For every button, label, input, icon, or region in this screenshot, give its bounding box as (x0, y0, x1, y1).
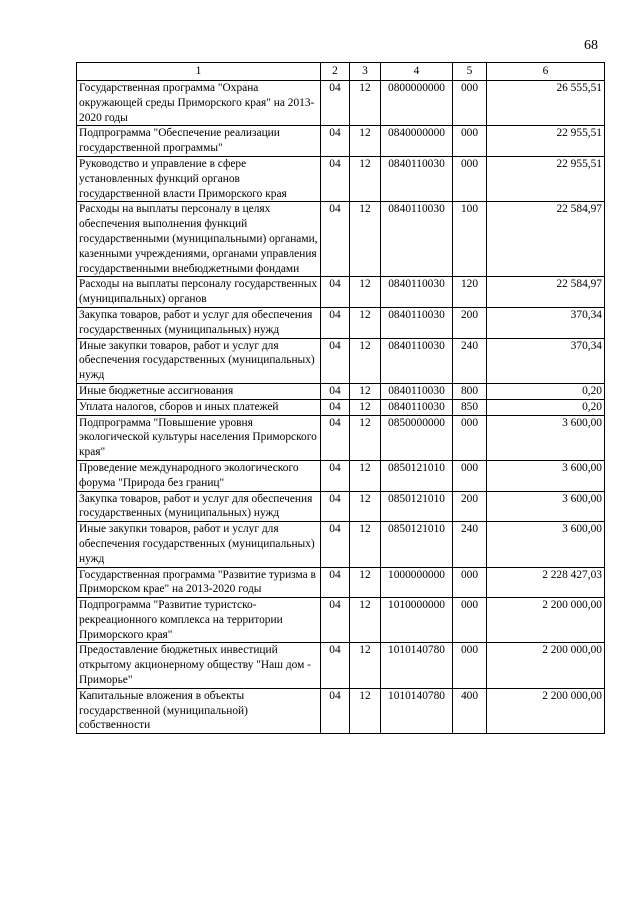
budget-table (76, 62, 605, 734)
table-row (77, 688, 605, 733)
row-expense-type-cell: 240 (453, 522, 487, 567)
row-target-article-cell: 0840110030 (381, 338, 453, 383)
row-target-article-cell: 0840110030 (381, 307, 453, 338)
row-name-cell: Подпрограмма "Развитие туристско-рекреационного комплекса на территории Приморского края" (77, 598, 321, 643)
row-section-cell: 04 (321, 491, 350, 522)
row-name-cell: Иные закупки товаров, работ и услуг для обеспечения государственных (муниципальных) нужд (77, 338, 321, 383)
table-row (77, 126, 605, 157)
header-cell-subsection: 3 (350, 63, 381, 81)
table-body (77, 81, 605, 734)
row-subsection-cell: 12 (350, 491, 381, 522)
row-section-cell: 04 (321, 383, 350, 399)
row-target-article-cell: 0840110030 (381, 399, 453, 415)
row-expense-type-cell: 200 (453, 307, 487, 338)
row-subsection-cell: 12 (350, 522, 381, 567)
row-target-article-cell: 0840110030 (381, 202, 453, 277)
page-number: 68 (584, 38, 598, 53)
row-subsection-cell: 12 (350, 383, 381, 399)
row-name-cell: Иные бюджетные ассигнования (77, 383, 321, 399)
row-name-cell: Закупка товаров, работ и услуг для обеспечения государственных (муниципальных) нужд (77, 491, 321, 522)
row-section-cell: 04 (321, 460, 350, 491)
header-cell-amount: 6 (487, 63, 605, 81)
row-subsection-cell: 12 (350, 81, 381, 126)
row-name-cell: Предоставление бюджетных инвестиций открытому акционерному обществу "Наш дом - Приморье" (77, 643, 321, 688)
row-target-article-cell: 1010000000 (381, 598, 453, 643)
row-target-article-cell: 1000000000 (381, 567, 453, 598)
row-target-article-cell: 0850000000 (381, 415, 453, 460)
row-section-cell: 04 (321, 567, 350, 598)
row-name-cell: Государственная программа "Охрана окружающей среды Приморского края" на 2013-2020 годы (77, 81, 321, 126)
row-amount-cell: 3 600,00 (487, 522, 605, 567)
row-subsection-cell: 12 (350, 567, 381, 598)
table-header-row (77, 63, 605, 81)
row-section-cell: 04 (321, 399, 350, 415)
header-cell-expense-type: 5 (453, 63, 487, 81)
row-amount-cell: 2 200 000,00 (487, 688, 605, 733)
row-section-cell: 04 (321, 522, 350, 567)
row-name-cell: Проведение международного экологического форума "Природа без границ" (77, 460, 321, 491)
row-target-article-cell: 0850121010 (381, 491, 453, 522)
row-amount-cell: 3 600,00 (487, 415, 605, 460)
row-subsection-cell: 12 (350, 688, 381, 733)
row-section-cell: 04 (321, 307, 350, 338)
table-row (77, 383, 605, 399)
table-row (77, 202, 605, 277)
row-amount-cell: 0,20 (487, 383, 605, 399)
row-amount-cell: 2 200 000,00 (487, 598, 605, 643)
row-section-cell: 04 (321, 688, 350, 733)
row-amount-cell: 22 584,97 (487, 277, 605, 308)
row-subsection-cell: 12 (350, 399, 381, 415)
table-row (77, 598, 605, 643)
row-expense-type-cell: 240 (453, 338, 487, 383)
row-subsection-cell: 12 (350, 643, 381, 688)
row-subsection-cell: 12 (350, 156, 381, 201)
row-expense-type-cell: 000 (453, 643, 487, 688)
row-amount-cell: 2 228 427,03 (487, 567, 605, 598)
row-target-article-cell: 0840110030 (381, 156, 453, 201)
row-amount-cell: 26 555,51 (487, 81, 605, 126)
row-target-article-cell: 0840110030 (381, 383, 453, 399)
table-row (77, 81, 605, 126)
row-name-cell: Государственная программа "Развитие туризма в Приморском крае" на 2013-2020 годы (77, 567, 321, 598)
row-name-cell: Руководство и управление в сфере установленных функций органов государственной власти Приморского края (77, 156, 321, 201)
row-amount-cell: 22 955,51 (487, 126, 605, 157)
header-cell-target-article: 4 (381, 63, 453, 81)
row-expense-type-cell: 000 (453, 567, 487, 598)
table-row (77, 277, 605, 308)
row-expense-type-cell: 000 (453, 156, 487, 201)
row-target-article-cell: 0840000000 (381, 126, 453, 157)
row-subsection-cell: 12 (350, 277, 381, 308)
row-amount-cell: 2 200 000,00 (487, 643, 605, 688)
row-subsection-cell: 12 (350, 598, 381, 643)
row-target-article-cell: 0850121010 (381, 522, 453, 567)
table-row (77, 307, 605, 338)
row-subsection-cell: 12 (350, 338, 381, 383)
row-subsection-cell: 12 (350, 202, 381, 277)
table-row (77, 491, 605, 522)
row-section-cell: 04 (321, 415, 350, 460)
row-amount-cell: 0,20 (487, 399, 605, 415)
row-name-cell: Закупка товаров, работ и услуг для обеспечения государственных (муниципальных) нужд (77, 307, 321, 338)
row-amount-cell: 22 584,97 (487, 202, 605, 277)
row-amount-cell: 22 955,51 (487, 156, 605, 201)
row-expense-type-cell: 000 (453, 598, 487, 643)
header-cell-name: 1 (77, 63, 321, 81)
row-expense-type-cell: 850 (453, 399, 487, 415)
row-subsection-cell: 12 (350, 307, 381, 338)
row-target-article-cell: 0800000000 (381, 81, 453, 126)
row-name-cell: Уплата налогов, сборов и иных платежей (77, 399, 321, 415)
row-section-cell: 04 (321, 643, 350, 688)
table-row (77, 399, 605, 415)
row-name-cell: Подпрограмма "Повышение уровня экологической культуры населения Приморского края" (77, 415, 321, 460)
row-name-cell: Капитальные вложения в объекты государственной (муниципальной) собственности (77, 688, 321, 733)
row-name-cell: Расходы на выплаты персоналу государственных (муниципальных) органов (77, 277, 321, 308)
table-row (77, 643, 605, 688)
table-row (77, 338, 605, 383)
row-target-article-cell: 0840110030 (381, 277, 453, 308)
row-section-cell: 04 (321, 277, 350, 308)
row-section-cell: 04 (321, 598, 350, 643)
table-row (77, 460, 605, 491)
row-target-article-cell: 1010140780 (381, 688, 453, 733)
row-subsection-cell: 12 (350, 460, 381, 491)
table-row (77, 415, 605, 460)
row-expense-type-cell: 400 (453, 688, 487, 733)
table-row (77, 156, 605, 201)
row-expense-type-cell: 000 (453, 460, 487, 491)
table-row (77, 522, 605, 567)
row-expense-type-cell: 200 (453, 491, 487, 522)
row-section-cell: 04 (321, 338, 350, 383)
row-expense-type-cell: 800 (453, 383, 487, 399)
row-name-cell: Расходы на выплаты персоналу в целях обеспечения выполнения функций государственными (муниципальными) органами, казенными учреждениями, органами управления государственными внебюджетными фондами (77, 202, 321, 277)
row-expense-type-cell: 000 (453, 415, 487, 460)
row-amount-cell: 370,34 (487, 338, 605, 383)
row-expense-type-cell: 000 (453, 81, 487, 126)
row-name-cell: Подпрограмма "Обеспечение реализации государственной программы" (77, 126, 321, 157)
row-section-cell: 04 (321, 202, 350, 277)
row-amount-cell: 3 600,00 (487, 491, 605, 522)
row-target-article-cell: 1010140780 (381, 643, 453, 688)
row-expense-type-cell: 100 (453, 202, 487, 277)
row-expense-type-cell: 000 (453, 126, 487, 157)
header-cell-section: 2 (321, 63, 350, 81)
row-name-cell: Иные закупки товаров, работ и услуг для обеспечения государственных (муниципальных) нужд (77, 522, 321, 567)
row-section-cell: 04 (321, 81, 350, 126)
row-subsection-cell: 12 (350, 415, 381, 460)
row-amount-cell: 370,34 (487, 307, 605, 338)
row-section-cell: 04 (321, 126, 350, 157)
row-subsection-cell: 12 (350, 126, 381, 157)
row-expense-type-cell: 120 (453, 277, 487, 308)
table-row (77, 567, 605, 598)
row-section-cell: 04 (321, 156, 350, 201)
row-amount-cell: 3 600,00 (487, 460, 605, 491)
row-target-article-cell: 0850121010 (381, 460, 453, 491)
